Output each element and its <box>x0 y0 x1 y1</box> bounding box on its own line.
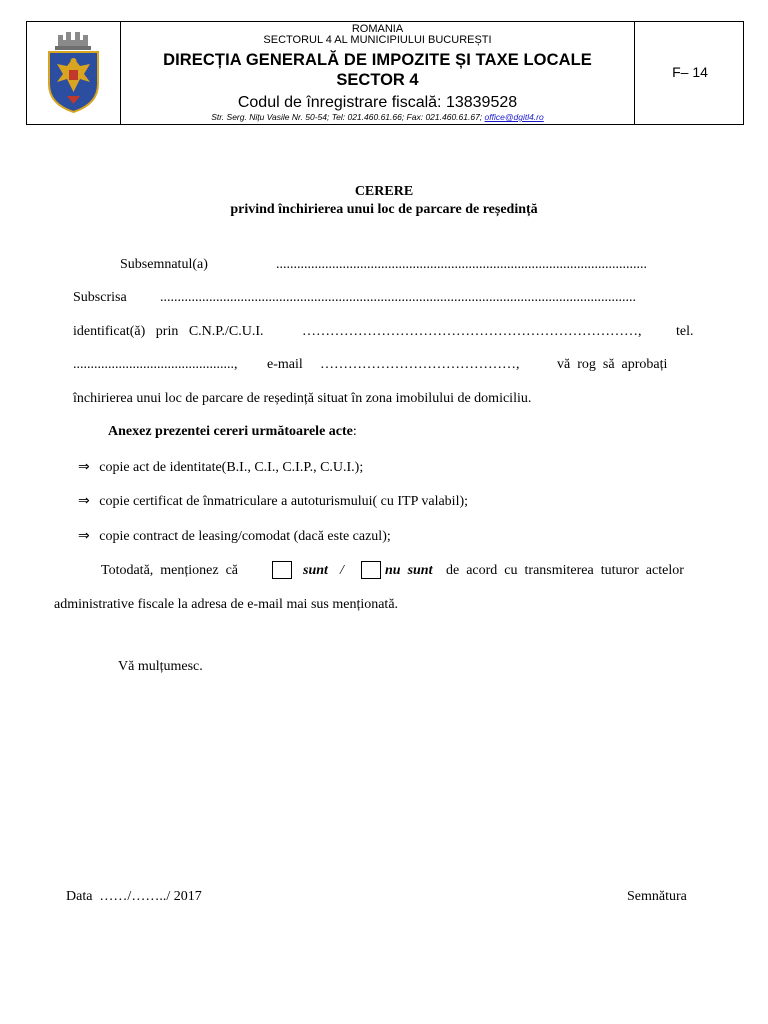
email-link[interactable]: office@dgitl4.ro <box>484 112 544 122</box>
coat-of-arms-logo <box>27 22 120 124</box>
shield-icon <box>49 52 98 112</box>
annex-item <box>78 493 468 510</box>
sector-line: SECTORUL 4 AL MUNICIPIULUI BUCUREȘTI <box>263 34 492 46</box>
annex-item <box>78 459 363 476</box>
identified-label: identificat(ă) prin C.N.P./C.U.I. <box>73 324 264 339</box>
undersigned-m-field[interactable]: .......................................................................................................... <box>276 257 647 272</box>
form-code: F– 14 <box>672 64 708 80</box>
country-label: ROMANIA <box>351 23 404 35</box>
sector-title: SECTOR 4 <box>336 71 419 89</box>
institution-block <box>121 22 634 124</box>
request-line: închirierea unui loc de parcare de reședință situat în zona imobilului de domiciliu. <box>73 391 532 406</box>
arrow-right-icon: ⇒ <box>78 528 90 544</box>
form-code-cell <box>634 22 745 124</box>
annex-item-text: copie act de identitate(B.I., C.I., C.I.P., C.U.I.); <box>99 460 364 475</box>
email-field[interactable]: ……………………………………, <box>320 357 520 372</box>
annex-colon: : <box>352 424 357 439</box>
thanks-text: Vă mulțumesc. <box>118 659 203 674</box>
arrow-right-icon: ⇒ <box>78 493 90 509</box>
crest-cell <box>27 22 121 124</box>
consent-prefix: Totodată, menționez că <box>101 563 239 578</box>
annex-item-text: copie contract de leasing/comodat (dacă este cazul); <box>99 529 391 544</box>
tel-field[interactable]: .............................................., <box>73 357 238 372</box>
email-label: e-mail <box>267 357 303 372</box>
consent-yes-label: sunt <box>303 563 328 578</box>
annex-item <box>78 528 391 545</box>
annex-item-text: copie certificat de înmatriculare a autoturismului( cu ITP valabil); <box>99 494 469 509</box>
consent-no-label: nu sunt <box>385 563 433 578</box>
document-title: CERERE <box>354 184 414 199</box>
signature-label: Semnătura <box>627 889 687 904</box>
consent-line2: administrative fiscale la adresa de e-mail mai sus menționată. <box>54 597 399 612</box>
consent-yes-checkbox[interactable] <box>272 561 292 579</box>
document-subtitle: privind închirierea unui loc de parcare de reședință <box>230 202 538 217</box>
consent-slash: / <box>340 563 344 578</box>
address-line <box>121 112 634 122</box>
annex-heading <box>108 424 357 440</box>
tel-label: tel. <box>676 324 694 339</box>
undersigned-m-label: Subsemnatul(a) <box>120 257 208 272</box>
crown-icon <box>55 32 91 50</box>
consent-no-checkbox[interactable] <box>361 561 381 579</box>
consent-suffix: de acord cu transmiterea tuturor actelor <box>446 563 684 578</box>
undersigned-f-field[interactable]: ........................................................................................................................................ <box>160 290 636 305</box>
arrow-right-icon: ⇒ <box>78 459 90 475</box>
undersigned-f-label: Subscrisa <box>73 290 127 305</box>
address-text: Str. Serg. Nițu Vasile Nr. 50-54; Tel: 021.460.61.66; Fax: 021.460.61.67; <box>211 112 485 122</box>
fiscal-code: Codul de înregistrare fiscală: 13839528 <box>237 94 518 111</box>
cnp-field[interactable]: ………………………………………………………………, <box>302 324 642 339</box>
directorate-title: DIRECȚIA GENERALĂ DE IMPOZITE ȘI TAXE LOCALE <box>163 51 592 69</box>
request-text: vă rog să aprobați <box>557 357 668 372</box>
annex-heading-text: Anexez prezentei cereri următoarele acte <box>108 424 353 439</box>
letterhead <box>26 21 744 125</box>
date-field[interactable]: Data ……/……../ 2017 <box>66 889 202 904</box>
